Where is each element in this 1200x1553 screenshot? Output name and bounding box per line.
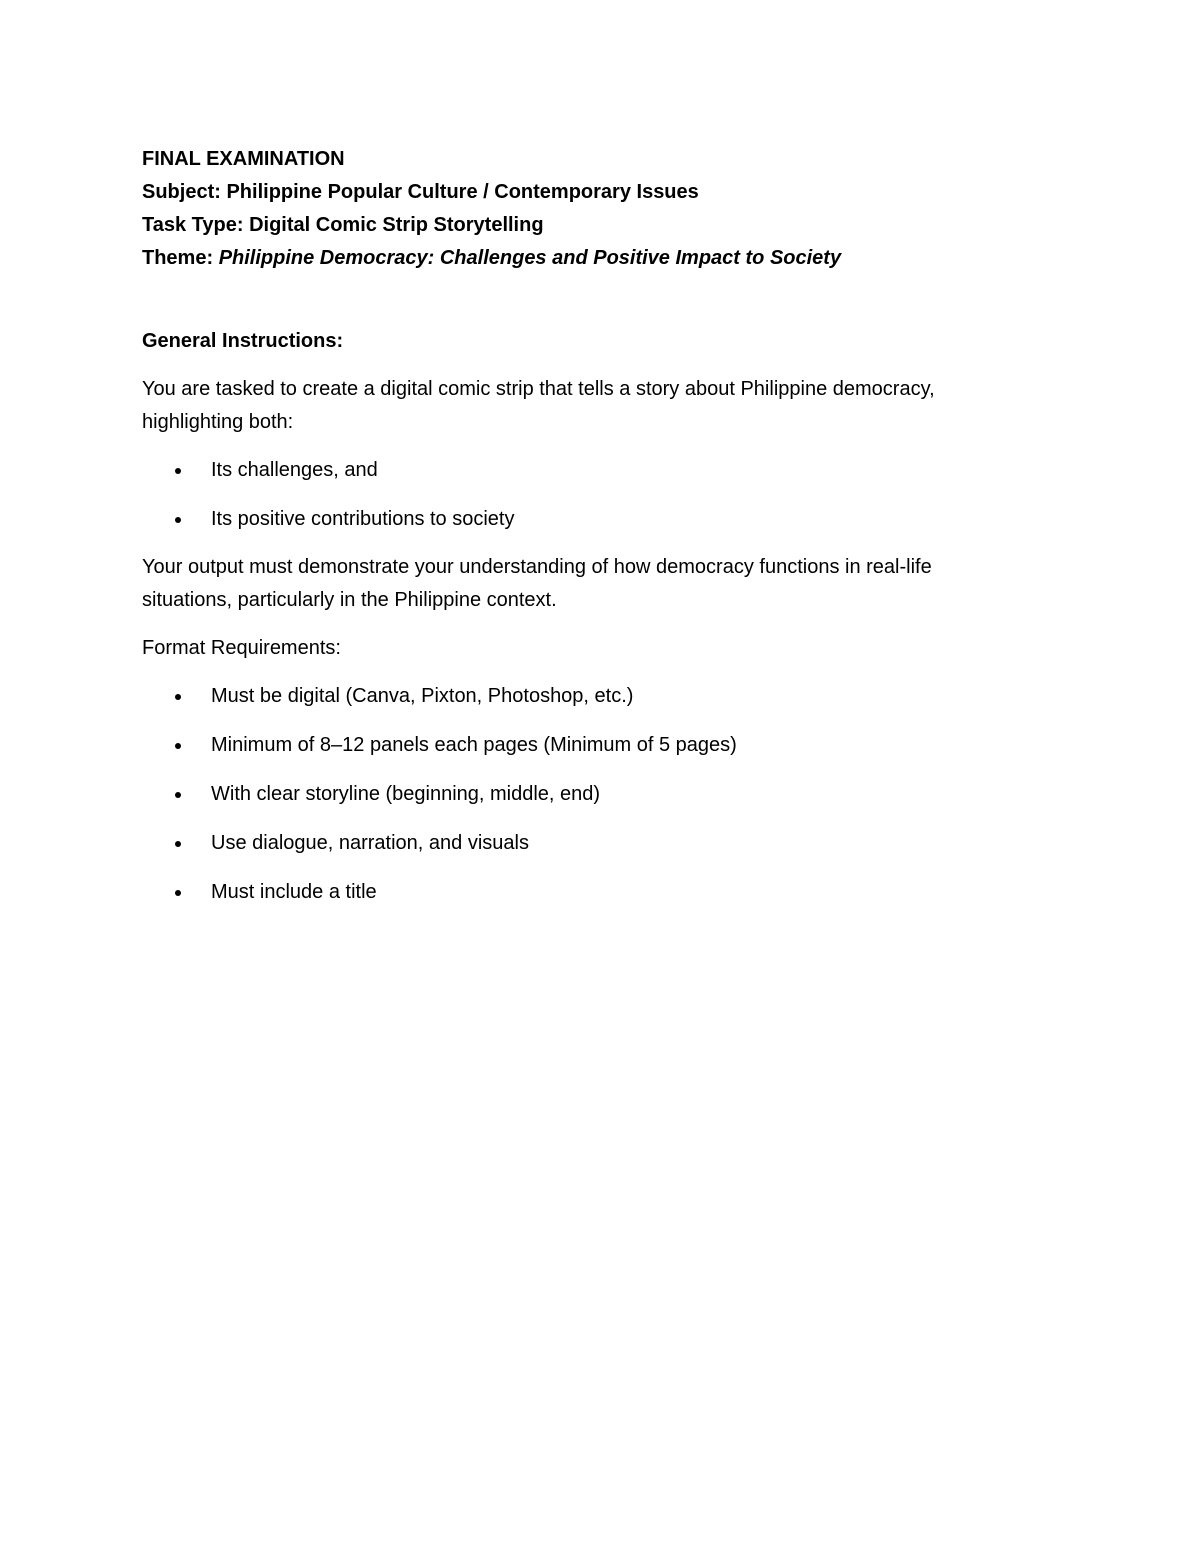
subject-label: Subject: <box>142 181 221 203</box>
exam-title: FINAL EXAMINATION <box>142 148 345 170</box>
document-content <box>142 143 1062 924</box>
task-type-value: Digital Comic Strip Storytelling <box>249 214 544 236</box>
list-item-text: Must be digital (Canva, Pixton, Photoshop, etc.) <box>211 685 634 707</box>
format-requirements-heading: Format Requirements: <box>142 637 341 659</box>
intro-paragraph <box>142 373 1062 439</box>
list-item <box>142 729 1062 762</box>
list-item <box>142 827 1062 860</box>
task-type-label: Task Type: <box>142 214 244 236</box>
bullet-icon <box>175 694 181 700</box>
intro-line-1: You are tasked to create a digital comic strip that tells a story about Philippine democracy, <box>142 378 935 400</box>
output-line-2: situations, particularly in the Philippine context. <box>142 589 557 611</box>
list-item-text: Use dialogue, narration, and visuals <box>211 832 529 854</box>
highlights-list <box>142 454 1062 536</box>
bullet-icon <box>175 792 181 798</box>
bullet-icon <box>175 468 181 474</box>
subject-value: Philippine Popular Culture / Contemporary Issues <box>226 181 699 203</box>
list-item <box>142 503 1062 536</box>
list-item <box>142 778 1062 811</box>
intro-line-2: highlighting both: <box>142 411 294 433</box>
bullet-icon <box>175 517 181 523</box>
list-item <box>142 876 1062 909</box>
task-type-line <box>142 209 1062 242</box>
output-paragraph <box>142 551 1062 617</box>
list-item-text: With clear storyline (beginning, middle, end) <box>211 783 601 805</box>
list-item-text: Its positive contributions to society <box>211 508 515 530</box>
list-item-text: Its challenges, and <box>211 459 378 481</box>
format-requirements-list <box>142 680 1062 909</box>
list-item <box>142 454 1062 487</box>
bullet-icon <box>175 743 181 749</box>
theme-label: Theme: <box>142 247 214 269</box>
bullet-icon <box>175 890 181 896</box>
output-line-1: Your output must demonstrate your understanding of how democracy functions in real-life <box>142 556 932 578</box>
list-item <box>142 680 1062 713</box>
subject-line <box>142 176 1062 209</box>
theme-line <box>142 242 1062 275</box>
header-spacer <box>142 275 1062 325</box>
list-item-text: Minimum of 8–12 panels each pages (Minimum of 5 pages) <box>211 734 737 756</box>
bullet-icon <box>175 841 181 847</box>
theme-value: Philippine Democracy: Challenges and Positive Impact to Society <box>218 247 842 269</box>
general-instructions-heading: General Instructions: <box>142 330 344 352</box>
list-item-text: Must include a title <box>211 881 377 903</box>
